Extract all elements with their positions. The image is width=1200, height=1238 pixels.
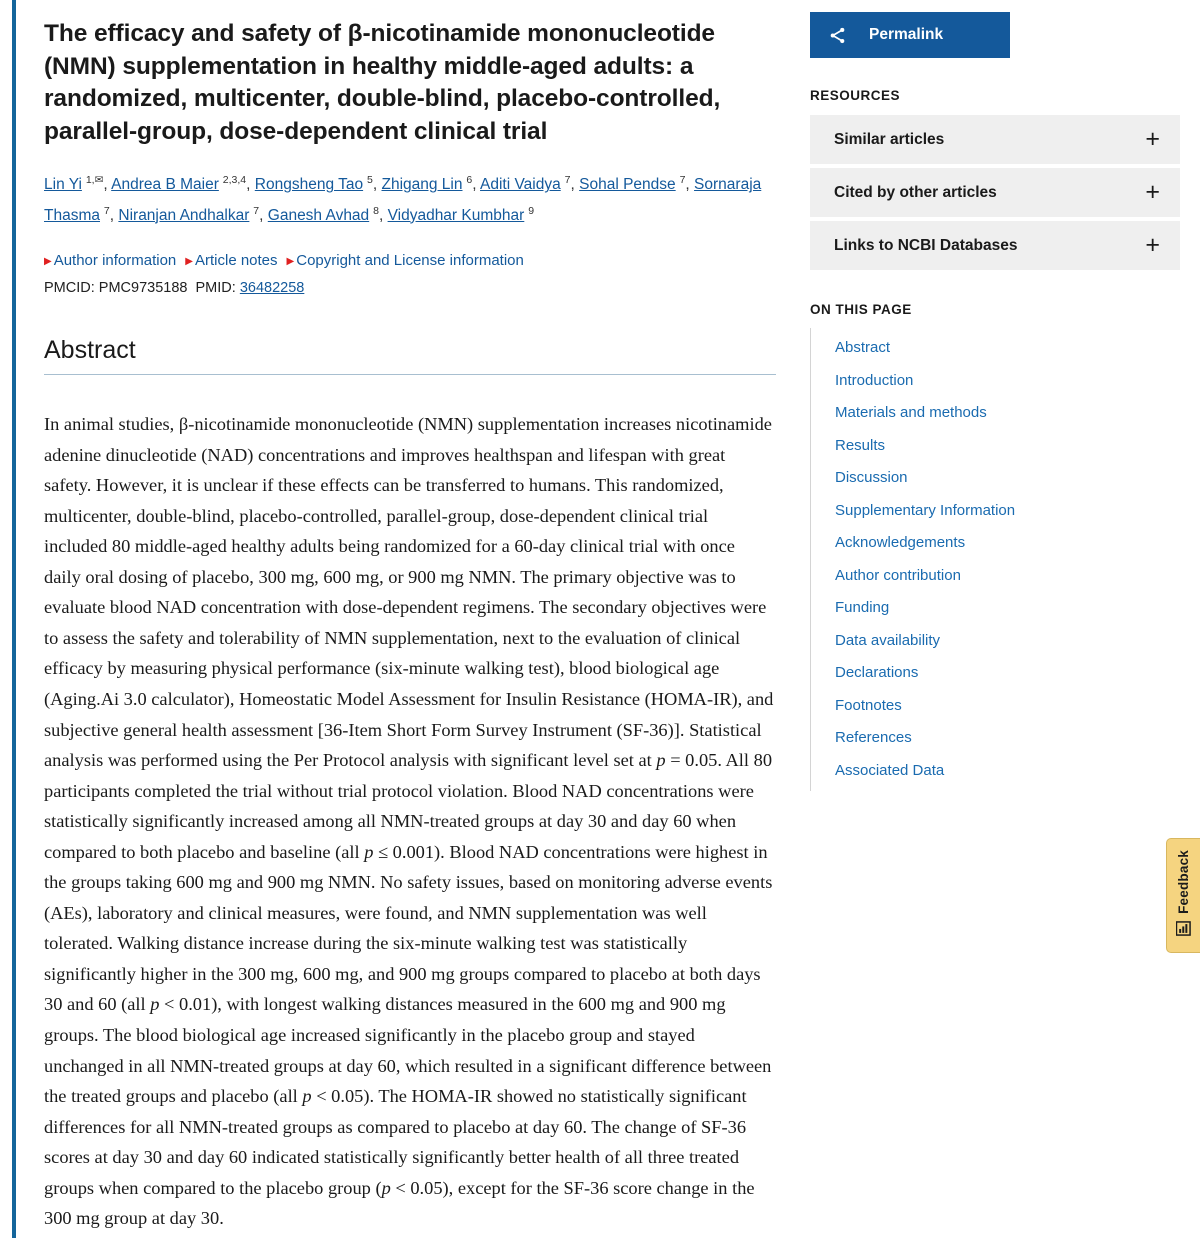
author-link[interactable]: Zhigang Lin: [381, 176, 463, 194]
abstract-italic-p-4: p: [302, 1086, 312, 1107]
resource-accordion-row[interactable]: [810, 168, 1180, 217]
on-this-page-item[interactable]: Associated Data: [835, 761, 945, 779]
author-affiliation-marker: 8: [370, 204, 379, 217]
author-link[interactable]: Ganesh Avhad: [267, 206, 370, 224]
on-this-page-item[interactable]: Results: [835, 436, 886, 454]
on-this-page-item[interactable]: Footnotes: [835, 696, 902, 714]
resource-label: Links to NCBI Databases: [834, 236, 1018, 254]
on-this-page-item[interactable]: Author contribution: [835, 566, 961, 584]
triangle-right-icon: ▶: [185, 256, 193, 268]
article-identifiers: [44, 280, 776, 296]
resources-list: [810, 115, 1180, 270]
abstract-text-1: In animal studies, β-nicotinamide mononucleotide (NMN) supplementation increases nicotinamide adenine dinucleotide (NAD) concentrations and improves healthspan and lifespan with great safety. However, it is unclear if these effects can be transferred to humans. This randomized, multicenter, double-blind, placebo-controlled, parallel-group, dose-dependent clinical trial included 80 middle-aged healthy adults being randomized for a 60-day clinical trial with once daily oral dosing of placebo, 300 mg, 600 mg, or 900 mg NMN. The primary objective was to evaluate blood NAD concentration with dose-dependent regimens. The secondary objectives were to assess the safety and tolerability of NMN supplementation, next to the evaluation of clinical efficacy by measuring physical performance (six-minute walking test), blood biological age (Aging.Ai 3.0 calculator), Homeostatic Model Assessment for Insulin Resistance (HOMA-IR), and subjective general health assessment [36-Item Short Form Survey Instrument (SF-36)]. Statistical analysis was performed using the Per Protocol analysis with significant level set at: [44, 414, 774, 771]
permalink-label: Permalink: [869, 26, 944, 43]
author-affiliation-marker: 7: [676, 174, 686, 187]
resource-label: Cited by other articles: [834, 183, 997, 201]
meta-link[interactable]: [185, 252, 277, 269]
author-link[interactable]: Aditi Vaidya: [480, 176, 561, 194]
abstract-heading: Abstract: [44, 336, 776, 375]
on-this-page-item[interactable]: Funding: [835, 599, 890, 616]
abstract-text-4: < 0.01), with longest walking distances measured in the 600 mg and 900 mg groups. The blood biological age increased significantly in the placebo group and stayed unchanged in all NMN-treated groups at day 60, which resulted in a significant difference between the treated groups and placebo (all: [44, 994, 772, 1107]
resource-accordion-row[interactable]: [810, 221, 1180, 270]
author-link[interactable]: Niranjan Andhalkar: [118, 206, 250, 224]
abstract-body: [44, 409, 776, 1234]
author-separator: ,: [103, 176, 112, 194]
permalink-button[interactable]: [810, 12, 1010, 58]
meta-link-label: Author information: [53, 252, 177, 270]
author-list: [44, 170, 776, 231]
pmid-link[interactable]: 36482258: [239, 280, 305, 297]
meta-link-label: Copyright and License information: [296, 252, 524, 270]
author-link[interactable]: Lin Yi: [44, 176, 82, 194]
resources-heading: RESOURCES: [810, 88, 901, 103]
author-affiliation-marker: 7: [101, 204, 110, 217]
bar-chart-icon: [1176, 921, 1191, 941]
resource-accordion-row[interactable]: [810, 115, 1180, 164]
author-link[interactable]: Rongsheng Tao: [254, 176, 364, 194]
author-affiliation-marker: 7: [561, 174, 571, 187]
plus-icon[interactable]: +: [1145, 178, 1160, 206]
author-affiliation-marker: 6: [463, 174, 473, 187]
author-affiliation-marker: 9: [525, 204, 535, 217]
pmcid-label: PMCID:: [44, 280, 95, 297]
meta-link[interactable]: [287, 252, 524, 269]
plus-icon[interactable]: +: [1145, 231, 1160, 259]
on-this-page-item[interactable]: Data availability: [835, 631, 941, 649]
abstract-italic-p-3: p: [150, 994, 160, 1015]
abstract-text-2: = 0.05. All 80 participants completed the trial without trial protocol violation. Blood NAD concentrations were statistically significantly increased among all NMN-treated groups at day 30 and day 60 when compared to both placebo and baseline (all: [44, 750, 773, 862]
abstract-italic-p-5: p: [381, 1177, 391, 1198]
on-this-page-item[interactable]: Introduction: [835, 371, 914, 389]
article-sidebar: [800, 0, 1200, 791]
on-this-page-item[interactable]: References: [835, 729, 912, 746]
pmid-label: PMID:: [195, 280, 236, 297]
feedback-label: Feedback: [1176, 850, 1191, 914]
on-this-page-item[interactable]: Materials and methods: [835, 404, 987, 421]
on-this-page-item[interactable]: Supplementary Information: [835, 501, 1016, 519]
article-meta-links: [44, 249, 776, 273]
author-separator: ,: [372, 176, 382, 194]
meta-link-label: Article notes: [194, 252, 278, 270]
feedback-tab[interactable]: [1166, 838, 1200, 953]
abstract-italic-p-2: p: [364, 841, 374, 862]
resource-label: Similar articles: [834, 130, 945, 148]
triangle-right-icon: ▶: [286, 256, 295, 268]
author-separator: ,: [570, 176, 580, 194]
author-link[interactable]: Sohal Pendse: [579, 176, 676, 194]
author-link[interactable]: Vidyadhar Kumbhar: [387, 206, 525, 224]
author-link[interactable]: Sornaraja Thasma: [44, 176, 762, 224]
abstract-text-5: < 0.05). The HOMA-IR showed no statistically significant differences for all NMN-treated groups as compared to placebo at day 60. The change of SF-36 scores at day 30 and day 60 indicated statistically significantly better health of all three treated groups when compared to the placebo group (: [44, 1086, 747, 1198]
pmcid-value: PMC9735188: [98, 280, 188, 297]
abstract-text-3: ≤ 0.001). Blood NAD concentrations were highest in the groups taking 600 mg and 900 mg NMN. No safety issues, based on monitoring adverse events (AEs), laboratory and clinical measures, were found, and NMN supplementation was well tolerated. Walking distance increase during the six-minute walking test was statistically significantly higher in the 300 mg, 600 mg, and 900 mg groups compared to placebo at both days 30 and 60 (all: [44, 841, 773, 1015]
author-affiliation-marker: 7: [250, 204, 260, 217]
plus-icon[interactable]: +: [1145, 125, 1160, 153]
page-title: The efficacy and safety of β-nicotinamide mononucleotide (NMN) supplementation in healthy middle-aged adults: a randomized, multicenter, double-blind, placebo-controlled, parallel-group, dose-dependent clinical trial: [44, 20, 721, 145]
meta-link[interactable]: [44, 252, 176, 269]
left-accent-rule: [12, 0, 16, 1238]
on-this-page-item[interactable]: Acknowledgements: [835, 534, 966, 551]
triangle-right-icon: ▶: [44, 256, 52, 268]
on-this-page-heading: ON THIS PAGE: [810, 302, 912, 317]
author-separator: ,: [259, 206, 268, 224]
author-affiliation-marker: 1,✉: [82, 174, 104, 187]
on-this-page-nav: [810, 328, 1180, 791]
author-separator: ,: [378, 206, 388, 224]
author-link[interactable]: Andrea B Maier: [111, 176, 219, 194]
on-this-page-item[interactable]: Discussion: [835, 469, 908, 486]
author-separator: ,: [472, 176, 481, 194]
author-separator: ,: [109, 206, 119, 224]
abstract-italic-p-1: p: [656, 750, 666, 771]
author-affiliation-marker: 5: [364, 174, 373, 187]
abstract-text-6: < 0.05), except for the SF-36 score change in the 300 mg group at day 30.: [44, 1177, 755, 1229]
on-this-page-item[interactable]: Abstract: [835, 339, 891, 356]
on-this-page-item[interactable]: Declarations: [835, 664, 919, 681]
author-separator: ,: [246, 176, 255, 194]
share-icon: [828, 26, 847, 45]
author-affiliation-marker: 2,3,4: [219, 174, 247, 187]
author-separator: ,: [685, 176, 695, 194]
